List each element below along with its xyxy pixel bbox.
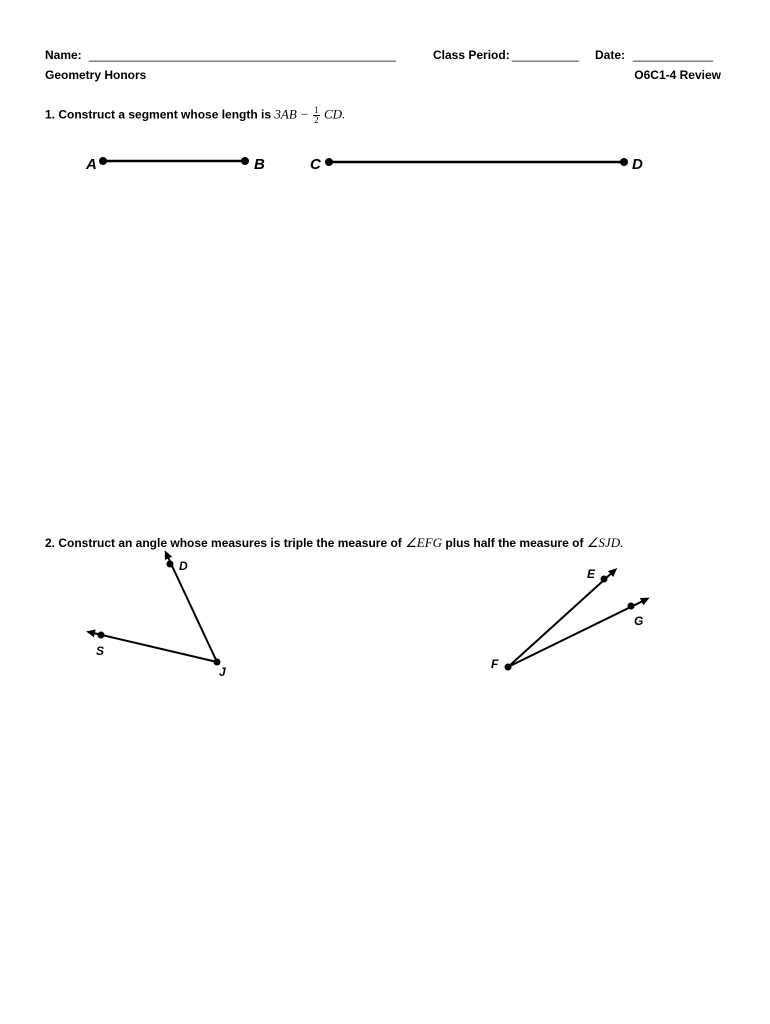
point-a	[99, 157, 107, 165]
question-1-expr-a: 3AB −	[274, 106, 309, 122]
point-c	[325, 158, 333, 166]
ray-jd	[166, 553, 217, 662]
point-d-angle	[167, 561, 174, 568]
label-d: D	[632, 156, 643, 173]
date-field[interactable]: ____________	[633, 48, 714, 62]
fraction-denominator: 2	[314, 115, 319, 125]
unit-title: O6C1-4 Review	[634, 68, 721, 82]
segment-cd	[310, 156, 643, 173]
label-f: F	[491, 657, 499, 671]
question-1-text: 1. Construct a segment whose length is	[45, 107, 272, 122]
point-b	[241, 157, 249, 165]
angle-efg	[491, 567, 647, 671]
point-d	[620, 158, 628, 166]
angle-sjd-ref: ∠SJD.	[586, 535, 624, 550]
angle-sjd	[89, 553, 226, 679]
point-f	[505, 664, 512, 671]
label-s: S	[96, 644, 105, 658]
class-period-label: Class Period:	[433, 48, 510, 62]
point-e	[601, 576, 608, 583]
course-title: Geometry Honors	[45, 68, 147, 82]
label-a: A	[86, 156, 97, 173]
date-label: Date:	[595, 48, 626, 62]
question-2-middle: plus half the measure of	[445, 536, 584, 550]
label-g: G	[634, 614, 644, 628]
ray-fe	[508, 570, 615, 667]
label-c: C	[310, 156, 321, 173]
class-period-field[interactable]: __________	[512, 48, 579, 62]
label-j: J	[219, 665, 226, 679]
ray-js	[89, 632, 217, 662]
name-field[interactable]: ______________________________________________	[89, 48, 396, 62]
question-1-expr-b: CD.	[323, 106, 346, 122]
angle-efg-ref: ∠EFG	[405, 535, 443, 550]
fraction-numerator: 1	[314, 105, 319, 115]
question-2-text: 2. Construct an angle whose measures is triple the measure of	[45, 536, 402, 550]
label-b: B	[254, 156, 265, 173]
label-e: E	[587, 567, 596, 581]
name-label: Name:	[45, 48, 82, 62]
segment-ab	[85, 156, 265, 173]
point-g	[628, 603, 635, 610]
point-s	[98, 632, 105, 639]
label-d-angle: D	[179, 559, 188, 573]
ray-fg	[508, 599, 647, 667]
